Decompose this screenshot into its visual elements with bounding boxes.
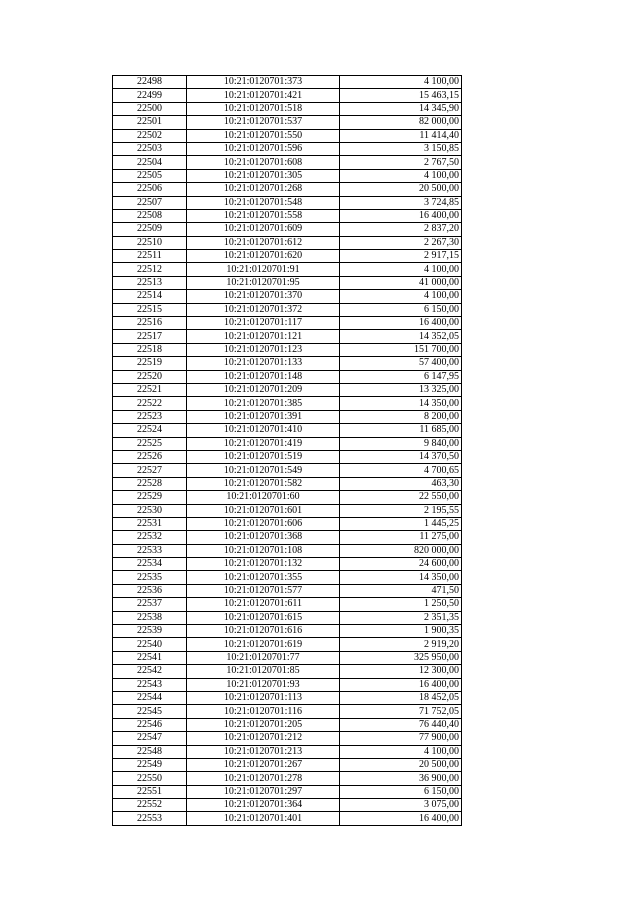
table-row [113,397,462,410]
amount-cell: 41 000,00 [340,276,462,289]
table-row [113,638,462,651]
amount-cell: 463,30 [340,477,462,490]
cadastral-number-cell: 10:21:0120701:297 [187,785,340,798]
cadastral-number-cell: 10:21:0120701:209 [187,383,340,396]
amount-cell: 471,50 [340,584,462,597]
ledger-body [113,76,462,826]
amount-cell: 16 400,00 [340,678,462,691]
row-number-cell: 22546 [113,718,187,731]
cadastral-number-cell: 10:21:0120701:278 [187,772,340,785]
amount-cell: 12 300,00 [340,665,462,678]
amount-cell: 4 100,00 [340,76,462,89]
row-number-cell: 22498 [113,76,187,89]
table-row [113,758,462,771]
cadastral-number-cell: 10:21:0120701:364 [187,799,340,812]
cadastral-number-cell: 10:21:0120701:548 [187,196,340,209]
row-number-cell: 22533 [113,544,187,557]
amount-cell: 4 100,00 [340,745,462,758]
table-row [113,625,462,638]
table-row [113,263,462,276]
row-number-cell: 22528 [113,477,187,490]
amount-cell: 76 440,40 [340,718,462,731]
cadastral-number-cell: 10:21:0120701:385 [187,397,340,410]
table-row [113,357,462,370]
cadastral-number-cell: 10:21:0120701:611 [187,598,340,611]
row-number-cell: 22545 [113,705,187,718]
row-number-cell: 22526 [113,450,187,463]
amount-cell: 16 400,00 [340,209,462,222]
cadastral-number-cell: 10:21:0120701:391 [187,410,340,423]
table-row [113,209,462,222]
row-number-cell: 22534 [113,558,187,571]
amount-cell: 82 000,00 [340,116,462,129]
table-row [113,424,462,437]
table-row [113,290,462,303]
cadastral-number-cell: 10:21:0120701:113 [187,691,340,704]
amount-cell: 4 100,00 [340,169,462,182]
row-number-cell: 22552 [113,799,187,812]
table-row [113,584,462,597]
amount-cell: 2 919,20 [340,638,462,651]
row-number-cell: 22529 [113,491,187,504]
row-number-cell: 22544 [113,691,187,704]
table-row [113,665,462,678]
table-row [113,102,462,115]
table-row [113,370,462,383]
row-number-cell: 22515 [113,303,187,316]
cadastral-number-cell: 10:21:0120701:519 [187,450,340,463]
row-number-cell: 22524 [113,424,187,437]
cadastral-number-cell: 10:21:0120701:518 [187,102,340,115]
amount-cell: 16 400,00 [340,812,462,825]
amount-cell: 77 900,00 [340,732,462,745]
cadastral-number-cell: 10:21:0120701:213 [187,745,340,758]
table-row [113,477,462,490]
amount-cell: 20 500,00 [340,183,462,196]
cadastral-number-cell: 10:21:0120701:355 [187,571,340,584]
row-number-cell: 22539 [113,625,187,638]
table-row [113,705,462,718]
cadastral-number-cell: 10:21:0120701:373 [187,76,340,89]
cadastral-number-cell: 10:21:0120701:108 [187,544,340,557]
row-number-cell: 22514 [113,290,187,303]
amount-cell: 3 150,85 [340,142,462,155]
amount-cell: 1 250,50 [340,598,462,611]
row-number-cell: 22513 [113,276,187,289]
cadastral-number-cell: 10:21:0120701:401 [187,812,340,825]
cadastral-number-cell: 10:21:0120701:85 [187,665,340,678]
row-number-cell: 22509 [113,223,187,236]
amount-cell: 6 150,00 [340,785,462,798]
cadastral-number-cell: 10:21:0120701:601 [187,504,340,517]
row-number-cell: 22511 [113,250,187,263]
cadastral-number-cell: 10:21:0120701:609 [187,223,340,236]
table-row [113,558,462,571]
cadastral-number-cell: 10:21:0120701:596 [187,142,340,155]
amount-cell: 2 917,15 [340,250,462,263]
row-number-cell: 22506 [113,183,187,196]
table-row [113,772,462,785]
cadastral-number-cell: 10:21:0120701:93 [187,678,340,691]
table-row [113,745,462,758]
cadastral-number-cell: 10:21:0120701:305 [187,169,340,182]
cadastral-number-cell: 10:21:0120701:212 [187,732,340,745]
cadastral-number-cell: 10:21:0120701:419 [187,437,340,450]
table-row [113,491,462,504]
table-row [113,785,462,798]
table-row [113,276,462,289]
row-number-cell: 22499 [113,89,187,102]
table-row [113,89,462,102]
row-number-cell: 22541 [113,651,187,664]
table-row [113,799,462,812]
cadastral-number-cell: 10:21:0120701:582 [187,477,340,490]
row-number-cell: 22522 [113,397,187,410]
table-row [113,223,462,236]
table-row [113,169,462,182]
cadastral-number-cell: 10:21:0120701:549 [187,464,340,477]
amount-cell: 2 351,35 [340,611,462,624]
amount-cell: 2 195,55 [340,504,462,517]
row-number-cell: 22503 [113,142,187,155]
row-number-cell: 22501 [113,116,187,129]
table-row [113,450,462,463]
cadastral-number-cell: 10:21:0120701:410 [187,424,340,437]
row-number-cell: 22551 [113,785,187,798]
amount-cell: 15 463,15 [340,89,462,102]
cadastral-number-cell: 10:21:0120701:421 [187,89,340,102]
table-row [113,330,462,343]
amount-cell: 14 370,50 [340,450,462,463]
cadastral-number-cell: 10:21:0120701:550 [187,129,340,142]
table-row [113,504,462,517]
amount-cell: 24 600,00 [340,558,462,571]
cadastral-number-cell: 10:21:0120701:537 [187,116,340,129]
row-number-cell: 22507 [113,196,187,209]
table-row [113,116,462,129]
row-number-cell: 22500 [113,102,187,115]
table-row [113,303,462,316]
row-number-cell: 22504 [113,156,187,169]
cadastral-number-cell: 10:21:0120701:616 [187,625,340,638]
row-number-cell: 22521 [113,383,187,396]
amount-cell: 13 325,00 [340,383,462,396]
table-row [113,571,462,584]
amount-cell: 11 275,00 [340,531,462,544]
amount-cell: 325 950,00 [340,651,462,664]
table-row [113,196,462,209]
row-number-cell: 22553 [113,812,187,825]
table-row [113,437,462,450]
cadastral-number-cell: 10:21:0120701:117 [187,317,340,330]
table-row [113,183,462,196]
amount-cell: 36 900,00 [340,772,462,785]
cadastral-number-cell: 10:21:0120701:620 [187,250,340,263]
table-row [113,142,462,155]
row-number-cell: 22508 [113,209,187,222]
amount-cell: 6 147,95 [340,370,462,383]
table-row [113,343,462,356]
amount-cell: 4 100,00 [340,263,462,276]
amount-cell: 151 700,00 [340,343,462,356]
cadastral-number-cell: 10:21:0120701:77 [187,651,340,664]
amount-cell: 22 550,00 [340,491,462,504]
row-number-cell: 22543 [113,678,187,691]
row-number-cell: 22527 [113,464,187,477]
amount-cell: 3 724,85 [340,196,462,209]
amount-cell: 2 767,50 [340,156,462,169]
table-row [113,544,462,557]
row-number-cell: 22531 [113,517,187,530]
amount-cell: 3 075,00 [340,799,462,812]
cadastral-number-cell: 10:21:0120701:133 [187,357,340,370]
row-number-cell: 22548 [113,745,187,758]
amount-cell: 14 352,05 [340,330,462,343]
amount-cell: 4 100,00 [340,290,462,303]
amount-cell: 8 200,00 [340,410,462,423]
cadastral-number-cell: 10:21:0120701:123 [187,343,340,356]
table-row [113,718,462,731]
cadastral-number-cell: 10:21:0120701:558 [187,209,340,222]
table-row [113,678,462,691]
amount-cell: 9 840,00 [340,437,462,450]
amount-cell: 1 445,25 [340,517,462,530]
amount-cell: 11 685,00 [340,424,462,437]
cadastral-number-cell: 10:21:0120701:370 [187,290,340,303]
cadastral-number-cell: 10:21:0120701:60 [187,491,340,504]
cadastral-number-cell: 10:21:0120701:148 [187,370,340,383]
row-number-cell: 22532 [113,531,187,544]
table-row [113,250,462,263]
cadastral-number-cell: 10:21:0120701:116 [187,705,340,718]
ledger-table [112,75,462,826]
row-number-cell: 22510 [113,236,187,249]
row-number-cell: 22512 [113,263,187,276]
cadastral-number-cell: 10:21:0120701:121 [187,330,340,343]
amount-cell: 820 000,00 [340,544,462,557]
table-row [113,598,462,611]
row-number-cell: 22525 [113,437,187,450]
cadastral-number-cell: 10:21:0120701:368 [187,531,340,544]
amount-cell: 57 400,00 [340,357,462,370]
table-row [113,76,462,89]
row-number-cell: 22547 [113,732,187,745]
table-row [113,317,462,330]
row-number-cell: 22516 [113,317,187,330]
cadastral-number-cell: 10:21:0120701:577 [187,584,340,597]
table-row [113,651,462,664]
amount-cell: 4 700,65 [340,464,462,477]
amount-cell: 14 345,90 [340,102,462,115]
row-number-cell: 22517 [113,330,187,343]
amount-cell: 71 752,05 [340,705,462,718]
row-number-cell: 22549 [113,758,187,771]
table-row [113,517,462,530]
row-number-cell: 22505 [113,169,187,182]
cadastral-number-cell: 10:21:0120701:132 [187,558,340,571]
amount-cell: 16 400,00 [340,317,462,330]
row-number-cell: 22550 [113,772,187,785]
cadastral-number-cell: 10:21:0120701:267 [187,758,340,771]
amount-cell: 2 267,30 [340,236,462,249]
row-number-cell: 22518 [113,343,187,356]
amount-cell: 1 900,35 [340,625,462,638]
row-number-cell: 22542 [113,665,187,678]
row-number-cell: 22530 [113,504,187,517]
cadastral-number-cell: 10:21:0120701:608 [187,156,340,169]
table-row [113,531,462,544]
row-number-cell: 22540 [113,638,187,651]
cadastral-number-cell: 10:21:0120701:372 [187,303,340,316]
cadastral-number-cell: 10:21:0120701:268 [187,183,340,196]
cadastral-number-cell: 10:21:0120701:619 [187,638,340,651]
row-number-cell: 22535 [113,571,187,584]
cadastral-number-cell: 10:21:0120701:91 [187,263,340,276]
row-number-cell: 22523 [113,410,187,423]
cadastral-number-cell: 10:21:0120701:615 [187,611,340,624]
amount-cell: 18 452,05 [340,691,462,704]
table-row [113,691,462,704]
amount-cell: 20 500,00 [340,758,462,771]
cadastral-number-cell: 10:21:0120701:205 [187,718,340,731]
amount-cell: 2 837,20 [340,223,462,236]
row-number-cell: 22519 [113,357,187,370]
table-row [113,129,462,142]
table-row [113,464,462,477]
table-row [113,732,462,745]
cadastral-number-cell: 10:21:0120701:95 [187,276,340,289]
row-number-cell: 22538 [113,611,187,624]
table-row [113,156,462,169]
table-row [113,410,462,423]
table-row [113,812,462,825]
row-number-cell: 22536 [113,584,187,597]
cadastral-number-cell: 10:21:0120701:612 [187,236,340,249]
table-row [113,611,462,624]
table-row [113,383,462,396]
row-number-cell: 22520 [113,370,187,383]
amount-cell: 11 414,40 [340,129,462,142]
amount-cell: 14 350,00 [340,571,462,584]
table-row [113,236,462,249]
amount-cell: 14 350,00 [340,397,462,410]
cadastral-number-cell: 10:21:0120701:606 [187,517,340,530]
row-number-cell: 22537 [113,598,187,611]
row-number-cell: 22502 [113,129,187,142]
amount-cell: 6 150,00 [340,303,462,316]
